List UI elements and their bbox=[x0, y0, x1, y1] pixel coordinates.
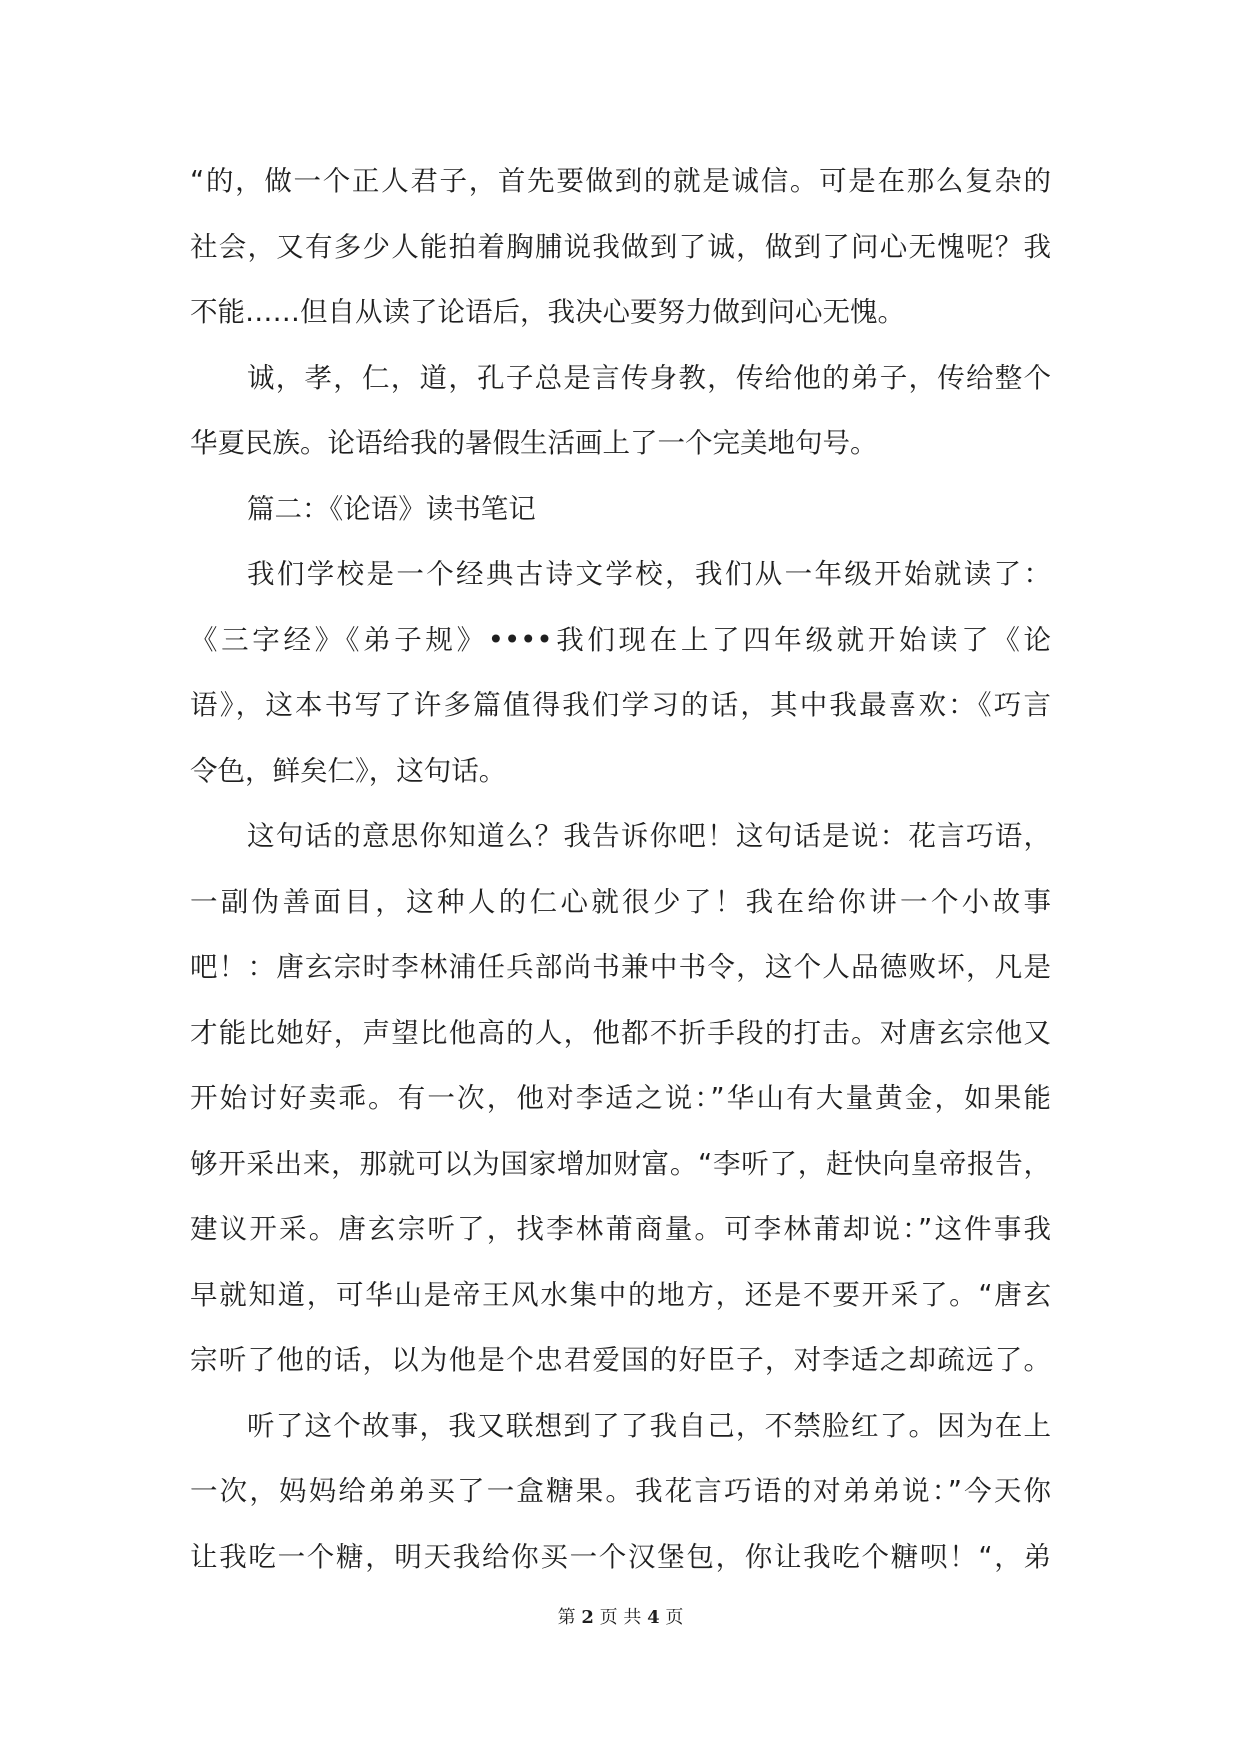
section-heading bbox=[190, 477, 1051, 543]
text-line: “的，做一个正人君子，首先要做到的就是诚信。可是在那么复杂的 bbox=[190, 165, 1051, 197]
text-line: 听了这个故事，我又联想到了了我自己，不禁脸红了。因为在上 bbox=[247, 1409, 1051, 1442]
text-line: 诚，孝，仁，道，孔子总是言传身教，传给他的弟子，传给整个 bbox=[247, 361, 1051, 394]
text-line: 早就知道，可华山是帝王风水集中的地方，还是不要开采了。“唐玄 bbox=[190, 1278, 1051, 1311]
paragraph bbox=[190, 149, 1051, 346]
footer-label-page: 第 bbox=[557, 1607, 576, 1628]
text-line: 宗听了他的话，以为他是个忠君爱国的好臣子，对李适之却疏远了。 bbox=[190, 1344, 1051, 1376]
text-line: 社会，又有多少人能拍着胸脯说我做到了诚，做到了问心无愧呢？我 bbox=[190, 230, 1051, 263]
paragraph bbox=[190, 542, 1051, 804]
text-line: 让我吃一个糖，明天我给你买一个汉堡包，你让我吃个糖呗！“，弟 bbox=[190, 1540, 1051, 1573]
page-footer bbox=[0, 1606, 1241, 1630]
text-line: 不能……但自从读了论语后，我决心要努力做到问心无愧。 bbox=[190, 296, 905, 328]
text-line: 一副伪善面目，这种人的仁心就很少了！我在给你讲一个小故事 bbox=[190, 885, 1051, 918]
text-line: 一次，妈妈给弟弟买了一盒糖果。我花言巧语的对弟弟说：”今天你 bbox=[190, 1475, 1051, 1507]
paragraph bbox=[190, 804, 1051, 1394]
section-heading-text: 篇二：《论语》读书笔记 bbox=[247, 492, 536, 525]
document-body bbox=[190, 149, 1051, 1590]
text-line: 开始讨好卖乖。有一次，他对李适之说：”华山有大量黄金，如果能 bbox=[190, 1082, 1051, 1114]
text-line: 这句话的意思你知道么？我告诉你吧！这句话是说：花言巧语， bbox=[247, 820, 1051, 852]
page-number: 2 bbox=[581, 1607, 594, 1628]
text-line: 我们学校是一个经典古诗文学校，我们从一年级开始就读了： bbox=[247, 558, 1051, 590]
text-line: 够开采出来，那就可以为国家增加财富。“李听了，赶快向皇帝报告， bbox=[190, 1147, 1051, 1180]
text-line: 令色，鲜矣仁》，这句话。 bbox=[190, 754, 507, 787]
page-total: 4 bbox=[647, 1607, 660, 1628]
paragraph bbox=[190, 1394, 1051, 1591]
text-line: 华夏民族。论语给我的暑假生活画上了一个完美地句号。 bbox=[190, 427, 878, 459]
footer-label-mid: 页 共 bbox=[599, 1607, 642, 1628]
paragraph bbox=[190, 346, 1051, 477]
text-line: 才能比她好，声望比他高的人，他都不折手段的打击。对唐玄宗他又 bbox=[190, 1016, 1051, 1049]
text-line: 语》，这本书写了许多篇值得我们学习的话，其中我最喜欢：《巧言 bbox=[190, 689, 1051, 721]
text-line: 《三字经》《弟子规》••••我们现在上了四年级就开始读了《论 bbox=[190, 623, 1051, 656]
text-line: 建议开采。唐玄宗听了，找李林莆商量。可李林莆却说：”这件事我 bbox=[190, 1213, 1051, 1245]
footer-label-end: 页 bbox=[665, 1607, 684, 1628]
text-line: 吧！：唐玄宗时李林浦任兵部尚书兼中书令，这个人品德败坏，凡是 bbox=[190, 951, 1051, 983]
